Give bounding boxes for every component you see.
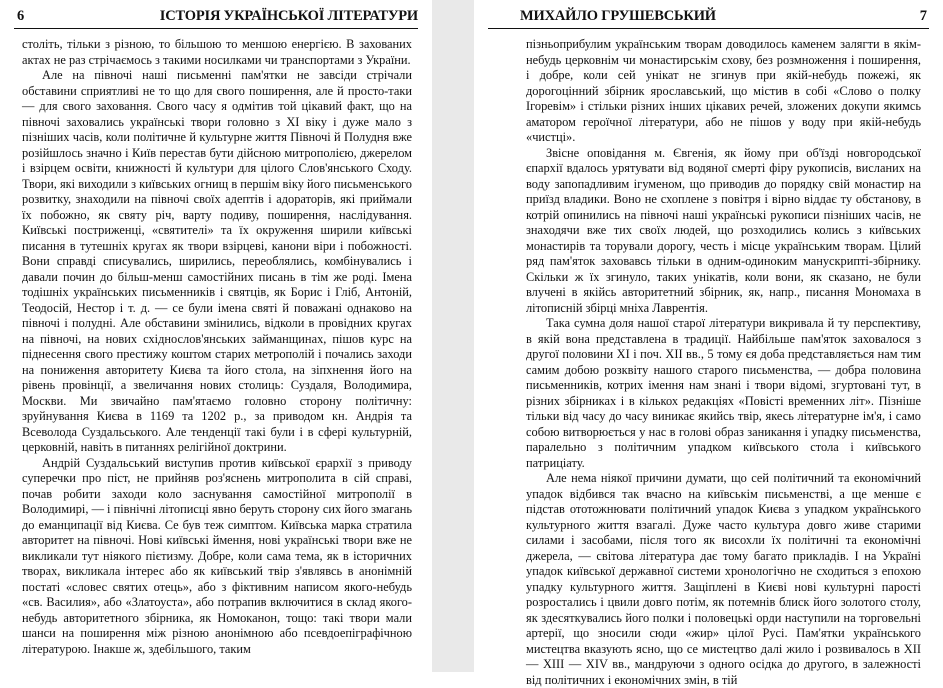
paragraph: століть, тільки з різною, то більшою то меншою енергією. В захованих актах не раз стрічаємось з такими носилками чи транспортами з України. — [22, 37, 412, 67]
paragraph: Андрій Суздальський виступив против київської єрархії з приводу суперечки про піст, не прийняв роз'яснень митрополита в сій справі, почав робити заходи коло заснування самостійної митрополії в Володимирі, — і північні літописці явно беруть сторону сих його змагань до еманципації від Києва. Се був теж симптом. Київська марка стратила авторитет на півночі. Нові київські ймення, нові українські твори вже не викликали тут ніякого пієтизму. Добре, коли сама тема, як в історичних творах, викликала інтерес або як київський твір з'являвсь в анонімній постаті «словес святих отець», або з фіктивним написом якого-небудь «св. Василия», або «Златоуста», або потрапив включитися в склад якого-небудь авторитетного збірника, як Номоканон, тощо: такі твори мали шанси на поширення між різною анонімною або псевдоепіграфічною літературою. Інакше ж, здебільшого, таким — [22, 455, 412, 656]
paragraph: Така сумна доля нашої старої літератури викривала й ту перспективу, в якій вона представлена в традиції. Найбільше пам'яток заховалося з другої половини XI і поч. XII вв., 5 тому єя доба представляється нам тим самим добою розквіту нашого старого письменства, — добра половина письменників, котрих імення нам знані і твори відомі, згуртовані тут, в різних збірниках і в кількох редакціях «Повісті временних літ». Пізніше тільки від часу до часу виникає якийсь твір, якесь літературне ім'я, і само собою витворюється у нас в голові образ заникання і упадку письменства, паралельно з політичним упадком київського стола і київського патриціату. — [526, 316, 921, 470]
right-page-body — [526, 37, 921, 688]
book-gutter — [432, 0, 474, 672]
left-page-body — [22, 37, 412, 657]
left-page-number: 6 — [17, 8, 25, 24]
left-page — [0, 0, 432, 672]
left-page-header — [14, 6, 418, 29]
paragraph: Але на півночі наші письменні пам'ятки не завсіди стрічали обставини сприятливі не то що для свого поширення, але й просто-таки — для свого заховання. Свого часу я одмітив той цікавий факт, що на півночі заховались українські твори головно з XI віку і дуже мало з пізніших часів, коли політичне й культурне життя Півночі й Полудня вже розійшлось значно і Київ перестав бути дійсною митрополією, джерелом і взірцем освіти, книжності й культури для цілого Слов'янського Сходу. Твори, які виходили з київських огнищ в першім віку його письменського розвитку, знаходили на півночі своїх адептів і адораторів, які приймали їх побожно, як святу річ, варту подиву, поширення, наслідування. Київські постриженці, «святителі» та їх окруження ширили київські писання в тутешніх кругах як твори взірцеві, канони віри і побожності. Вони справді списувались, ширились, переоблялись, комбінувались і давали почин до більш-менш самостійних писань в тім же роді. Імена тодішніх українських письменників і святців, як Борис і Гліб, Антоній, Теодосій, Нестор і т. д. — се були імена святі й поважані однаково на півночі і полудні. Але обставини змінились, відколи в провідних кругах на півночі, на нових східнослов'янських займанщинах, пішов курс на піднесення свого престижу коштом старих метрополій і почались заходи на пониження авторитету Києва та його стола, на зіпхнення його на рівень провінції, а звеличання нових столиць: Суздаля, Володимира, Москви. Ми звичайно пам'ятаємо головно сторону політичну: зруйнування Києва в 1169 та 1202 р., за приводом кн. Андрія та Всеволода Суздальського. Але тенденції такі були і в сфері культурній, церковній, навіть в питаннях релігійної доктрини. — [22, 68, 412, 454]
right-page — [474, 0, 943, 687]
right-page-number: 7 — [919, 8, 927, 24]
paragraph: Але нема ніякої причини думати, що сей політичний та економічний упадок відбився так вчасно на київськім письменстві, а ще менше є підстав ототожнювати політичний упадок Києва з упадком українського культурного життя взагалі. Дуже часто культура довго живе старими силами і засобами, після того як висохли їх політичні та економічні джерела, — світова література дає тому багато прикладів. І на Україні упадок київської державної системи хронологічно не сходиться з епохою упадку культурного життя. Защіплені в Києві нові культурні парості розростались і цвили довго потім, як потемнів блиск його золотого столу, як здесяткувались його полки і половецькі орди наступили на торговельні артерії, що зносили сюди «жир» цілої Русі. Пам'ятки українського мистецтва вказують ясно, що се мистецтво далі жило і розвивалось в XII — XIII — XIV вв., мандруючи з одного осідка до другого, в залежності від політичних і економічних змін, в тій — [526, 471, 921, 687]
paragraph: пізньоприбулим українським творам доводилось каменем залягти в якім-небудь церковнім чи монастирськім схову, без розмноження і поширення, і добре, коли сей унікат не згинув при якій-небудь пожежі, як дорогоцінний збірник ярославський, що містив в собі «Слово о полку Ігоревім» і стільки різних інших цікавих речей, зложених докупи якимсь аматором героїчної літератури, або не пішов у воду при якій-небудь «чистці». — [526, 37, 921, 144]
right-running-title: МИХАЙЛО ГРУШЕВСЬКИЙ — [520, 8, 716, 24]
left-running-title: ІСТОРІЯ УКРАЇНСЬКОЇ ЛІТЕРАТУРИ — [159, 8, 418, 24]
paragraph: Звісне оповідання м. Євгенія, як йому при об'їзді новгородської єпархії вдалось урятувати від водяної смерті фіру рукописів, висланих на воду запопадливим ігуменом, що приводив до порядку свій монастир на приїзд владики. Воно не схоплене з повітря і вірно віддає ту обстанову, в котрій опинились на півночі наші українські рукописи пізніших часів, не знаходячи вже тих своїх людей, що розходились колись з київських монастирів та торували дорогу, честь і місце українським творам. Цілий ряд пам'яток заховавсь тільки в одним-одиноким манускрипті-збірнику. Скільки ж їх згинуло, таких унікатів, коли вони, як сказано, не були влучені в якійсь авторитетний збірник, як, напр., писання Мономаха в літописній збірці мніха Лаврентія. — [526, 145, 921, 315]
right-page-header — [488, 6, 929, 29]
